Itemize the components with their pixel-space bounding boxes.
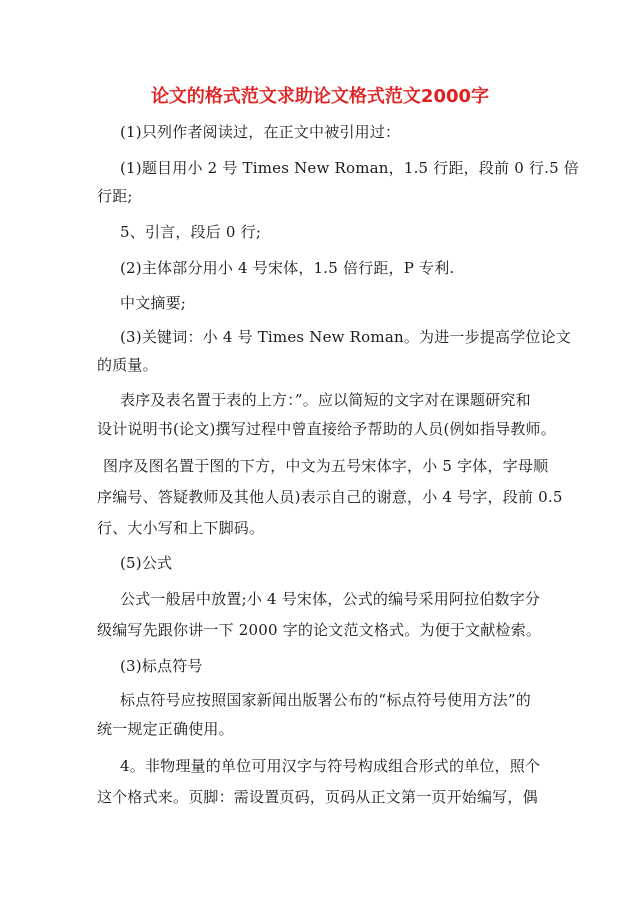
paragraph-line: 级编写先跟你讲一下 2000 字的论文范文格式。为便于文献检索。 [97, 621, 542, 639]
paragraph-line: 中文摘要; [120, 294, 187, 312]
paragraph-line: 4。非物理量的单位可用汉字与符号构成组合形式的单位，照个 [120, 757, 541, 775]
paragraph-line: (2)主体部分用小 4 号宋体，1.5 倍行距，P 专利. [120, 259, 455, 277]
paragraph-line: (1)只列作者阅读过，在正文中被引用过： [120, 123, 401, 141]
paragraph-line: 5、引言，段后 0 行; [120, 223, 262, 241]
paragraph-line: 表序及表名置于表的上方：”。应以简短的文字对在课题研究和 [120, 391, 531, 409]
paragraph-line: 统一规定正确使用。 [97, 720, 234, 738]
paragraph-line: 标点符号应按照国家新闻出版署公布的“标点符号使用方法”的 [120, 691, 531, 709]
page-title: 论文的格式范文求助论文格式范文2000字 [150, 86, 490, 107]
paragraph-line: (3)关键词：小 4 号 Times New Roman。为进一步提高学位论文 [120, 328, 572, 346]
paragraph-line: 公式一般居中放置;小 4 号宋体，公式的编号采用阿拉伯数字分 [120, 590, 541, 608]
paragraph-line: 的质量。 [97, 356, 158, 374]
paragraph-line: 设计说明书(论文)撰写过程中曾直接给予帮助的人员(例如指导教师。 [97, 420, 556, 438]
paragraph-line: (5)公式 [120, 554, 173, 572]
paragraph-line: (1)题目用小 2 号 Times New Roman，1.5 行距，段前 0 行.5 倍 [120, 159, 580, 177]
paragraph-line: 这个格式来。页脚：需设置页码，页码从正文第一页开始编写，偶 [97, 788, 538, 806]
paragraph-line: (3)标点符号 [120, 657, 203, 675]
paragraph-line: 序编号、答疑教师及其他人员)表示自己的谢意，小 4 号字，段前 0.5 [97, 488, 563, 506]
paragraph-line: 行、大小写和上下脚码。 [97, 519, 265, 537]
paragraph-line: 图序及图名置于图的下方，中文为五号宋体字，小 5 字体，字母顺 [103, 457, 549, 475]
paragraph-line: 行距; [97, 187, 133, 205]
